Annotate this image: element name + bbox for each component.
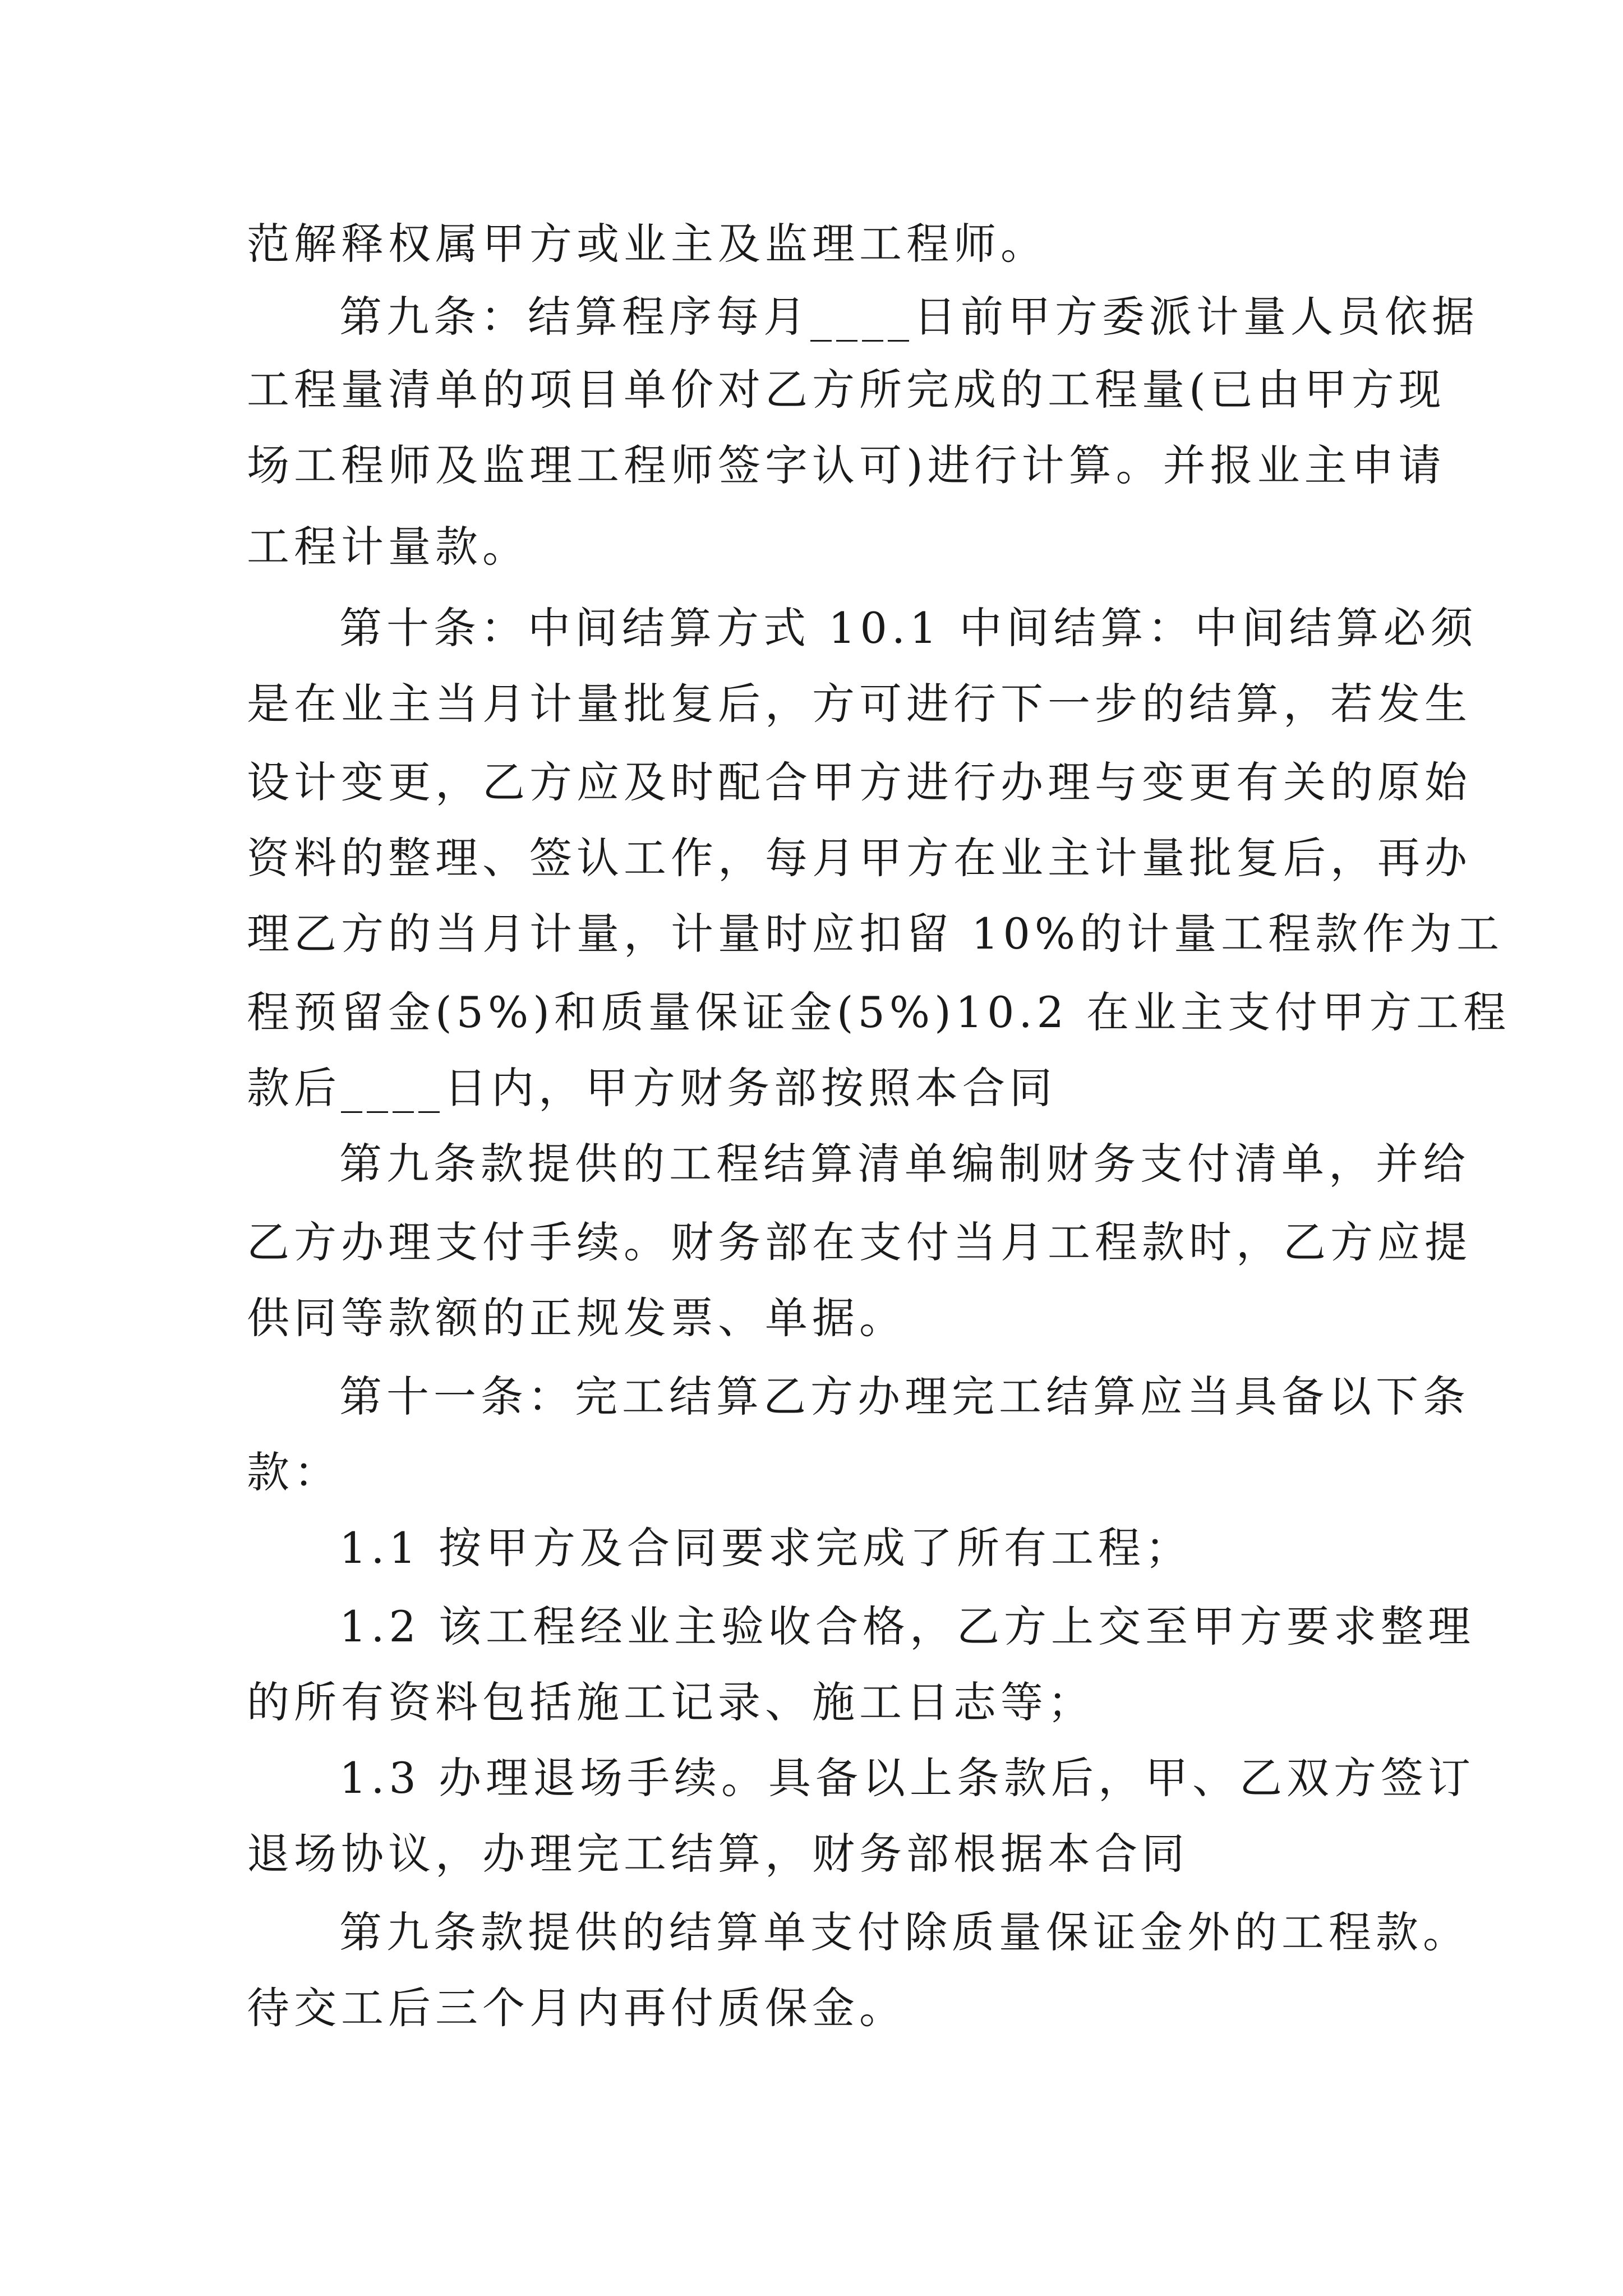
text-line: 工程计量款。 [247,522,529,572]
text-line: 第十一条：完工结算乙方办理完工结算应当具备以下条 [339,1372,1470,1421]
text-line: 乙方办理支付手续。财务部在支付当月工程款时，乙方应提 [247,1217,1472,1267]
text-line: 范解释权属甲方或业主及监理工程师。 [247,219,1048,269]
text-line: 1.1 按甲方及合同要求完成了所有工程； [339,1523,1193,1573]
text-line: 退场协议，办理完工结算，财务部根据本合同 [247,1829,1189,1879]
text-line: 资料的整理、签认工作，每月甲方在业主计量批复后，再办 [247,833,1472,883]
text-line: 1.2 该工程经业主验收合格，乙方上交至甲方要求整理 [339,1602,1476,1651]
text-line: 款： [247,1447,341,1497]
text-line: 是在业主当月计量批复后，方可进行下一步的结算，若发生 [247,679,1472,729]
text-line: 待交工后三个月内再付质保金。 [247,1983,906,2033]
text-line: 设计变更，乙方应及时配合甲方进行办理与变更有关的原始 [247,757,1472,807]
text-line: 的所有资料包括施工记录、施工日志等； [247,1677,1095,1727]
text-line: 程预留金(5%)和质量保证金(5%)10.2 在业主支付甲方工程 [247,987,1511,1037]
text-line: 场工程师及监理工程师签字认可)进行计算。并报业主申请 [247,440,1446,490]
text-line: 第九条款提供的工程结算清单编制财务支付清单，并给 [339,1139,1470,1189]
text-line: 第十条：中间结算方式 10.1 中间结算：中间结算必须 [339,603,1478,653]
text-line: 款后____日内，甲方财务部按照本合同 [247,1063,1057,1113]
text-line: 第九条款提供的结算单支付除质量保证金外的工程款。 [339,1907,1470,1957]
text-line: 工程量清单的项目单价对乙方所完成的工程量(已由甲方现 [247,365,1446,415]
text-line: 1.3 办理退场手续。具备以上条款后，甲、乙双方签订 [339,1753,1476,1803]
text-line: 第九条：结算程序每月____日前甲方委派计量人员依据 [339,292,1479,342]
text-line: 供同等款额的正规发票、单据。 [247,1293,906,1343]
text-line: 理乙方的当月计量，计量时应扣留 10%的计量工程款作为工 [247,909,1504,959]
